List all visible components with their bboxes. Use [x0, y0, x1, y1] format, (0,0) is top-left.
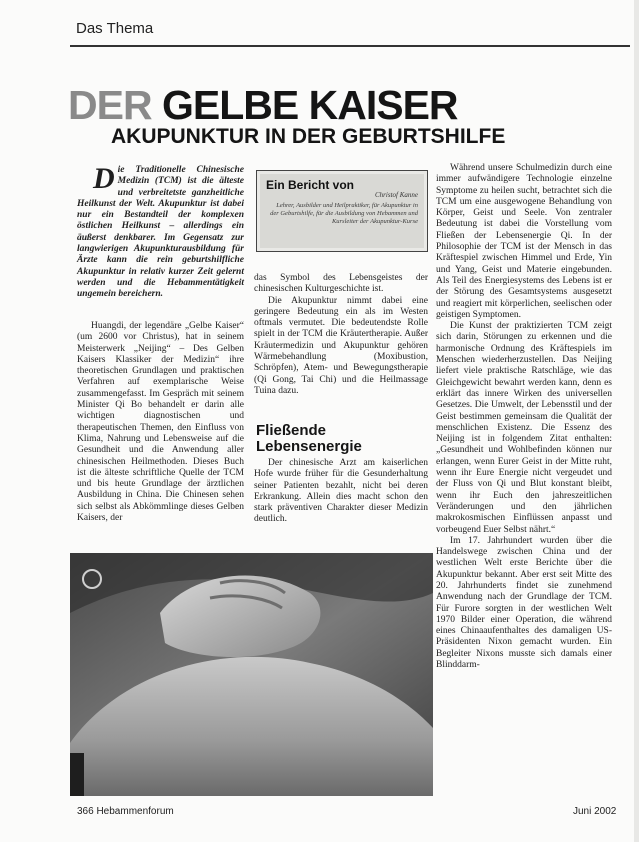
- body-paragraph: Der chinesische Arzt am kaiserlichen Hofe wurde früher für die Gesunderhaltung seiner Patienten bezahlt, nicht bei deren Erkrankung. Allein dies macht schon den stark präventiven Charakter dieser Medizin deutlich.: [254, 458, 428, 525]
- body-paragraph: Die Akupunktur nimmt dabei eine geringere Bedeutung ein als im Westen oftmals vermutet. Die bedeutendste Rolle spielt in der TCM die Kräutertherapie. Außer Kräutermedizin und Akupunktur gehören Wärmebehandlung (Moxibustion, Schröpfen), Atem- und Bewegungstherapie (Qi Gong, Tai Chi) und die Heilmassage Tuina dazu.: [254, 295, 428, 396]
- intro-text: ie Traditionelle Chinesische Medizin (TCM) ist die älteste und verbreitetste ganzheitliche Heilkunst der Welt. Akupunktur ist dabei nur ein Bestandteil der komplexen östlichen Heilkunst – allerdings ein äußerst denkbarer. Im Gegensatz zur langwierigen Akupunkturausbildung für Ärzte kann die rein geburtshilfliche Akupunktur in relativ kurzer Zeit gelernt werden und die Hebammentätigkeit ungemein bereichern.: [77, 165, 244, 300]
- column-2-continued: [254, 458, 428, 526]
- section-label: Das Thema: [76, 20, 154, 37]
- footer-publication: 366 Hebammenforum: [77, 806, 174, 817]
- intro-paragraph: [77, 162, 244, 301]
- column-2: [254, 273, 428, 397]
- title-main: GELBE KAISER: [161, 82, 458, 128]
- author-box-title: Ein Bericht von: [266, 178, 355, 192]
- body-paragraph: Während unsere Schulmedizin durch eine immer aufwändigere Technologie einzelne Symptome zu heilen sucht, betrachtet sich die TCM um eine ausgewogene Behandlung von Körper, Geist und Seele. Von zentraler Bedeutung ist dabei die Vorstellung vom Fließen der Lebensenergie Qi. In der Philosophie der TCM ist der Mensch in das Kräftespiel zwischen Himmel und Erde, Yin und Yang, Geist und Materie eingebunden. Als Teil des Energiesystems des Lebens ist er der Störung des Gesamtsystems ausgesetzt und reagiert mit körperlichen, seelischen oder geistigen Symptomen.: [436, 163, 612, 320]
- drop-cap: D: [93, 162, 115, 195]
- footer-date: Juni 2002: [573, 806, 617, 817]
- photo-hand-on-knee: [70, 553, 433, 796]
- author-name: Christof Kanne: [375, 191, 418, 199]
- scan-edge: [634, 0, 639, 842]
- page-title: [68, 83, 458, 127]
- photo-image: [70, 553, 433, 796]
- body-paragraph: Huangdi, der legendäre „Gelbe Kaiser“ (um 2600 vor Christus), hat in seinem Meisterwerk „Neijing“ – Des Gelben Kaisers Klassiker der Medizin“ ihre theoretischen Grundlagen und praktischen Verfahren auf exemplarische Weise zusammengefasst. Im Gespräch mit seinem Minister Qi Bo behandelt er darin alle wichtigen diagnostischen und therapeutischen Themen, den Einfluss von Klima, Nahrung und Lebensweise auf die Gesundheit und die Anwendung aller chinesischen Heilmethoden. Dieses Buch ist die älteste schriftliche Quelle der TCM und bis heute Grundlage der ärztlichen Ausbildung in China. Die Chinesen sehen sich selbst als Abkömmlinge dieses Gelben Kaisers, der: [77, 321, 244, 524]
- header-rule: [70, 45, 630, 47]
- author-box: [256, 170, 428, 252]
- body-paragraph: Im 17. Jahrhundert wurden über die Handelswege zwischen China und der westlichen Welt erste Berichte über die Akupunktur bekannt. Aber erst seit Mitte des 20. Jahrhunderts findet sie zunehmend Anwendung nach der Grundlage der TCM. Für Furore sorgten in der westlichen Welt 1970 Bilder einer Operation, die während eines Chinaaufenthaltes des damaligen US-Präsidenten Nixon gemacht wurden. Ein Begleiter Nixons musste sich damals einer Blinddarm-: [436, 535, 612, 671]
- page-subtitle: AKUPUNKTUR IN DER GEBURTSHILFE: [111, 125, 506, 148]
- author-box-text: Lehrer, Ausbilder und Heilpraktiker, für Akupunktur in der Geburtshilfe, für die Ausbildung von Hebammen und Kursleiter der Akupunktur-Kurse: [270, 202, 418, 225]
- section-subhead: Fließende Lebensenergie: [256, 422, 362, 455]
- column-1: [77, 321, 244, 524]
- body-paragraph: das Symbol des Lebensgeistes der chinesischen Kulturgeschichte ist.: [254, 273, 428, 295]
- author-box-inner: [260, 174, 424, 248]
- title-accent: DER: [68, 82, 152, 128]
- body-paragraph: Die Kunst der praktizierten TCM zeigt sich darin, Störungen zu erkennen und die harmonische Ordnung des Kräftespiels im Menschen wiederherzustellen. Das Neijing liefert viele praktische Ratschläge, wie das Gleichgewicht bewahrt werden kann, denn es erklärt das innere Wirken des universellen Gesetzes. Die Umwelt, der Lebensstil und der Geist bestimmen gemeinsam die Qualität der menschlichen Existenz. Die Essenz des Neijing ist in folgendem Zitat enthalten: „Gesundheit und Wohlbefinden können nur erlangen, wenn Eurer Geist in der Mitte ruht, wenn ihr Eure Energie nicht vergeudet und der Fluss von Qi und Blut konstant bleibt, wenn ihr Euch den jahreszeitlichen Veränderungen und den jährlichen makrokosmischen Einflüssen anpasst und vorbeugend Euer Selbst nährt.“: [436, 321, 612, 535]
- column-3: [436, 163, 612, 671]
